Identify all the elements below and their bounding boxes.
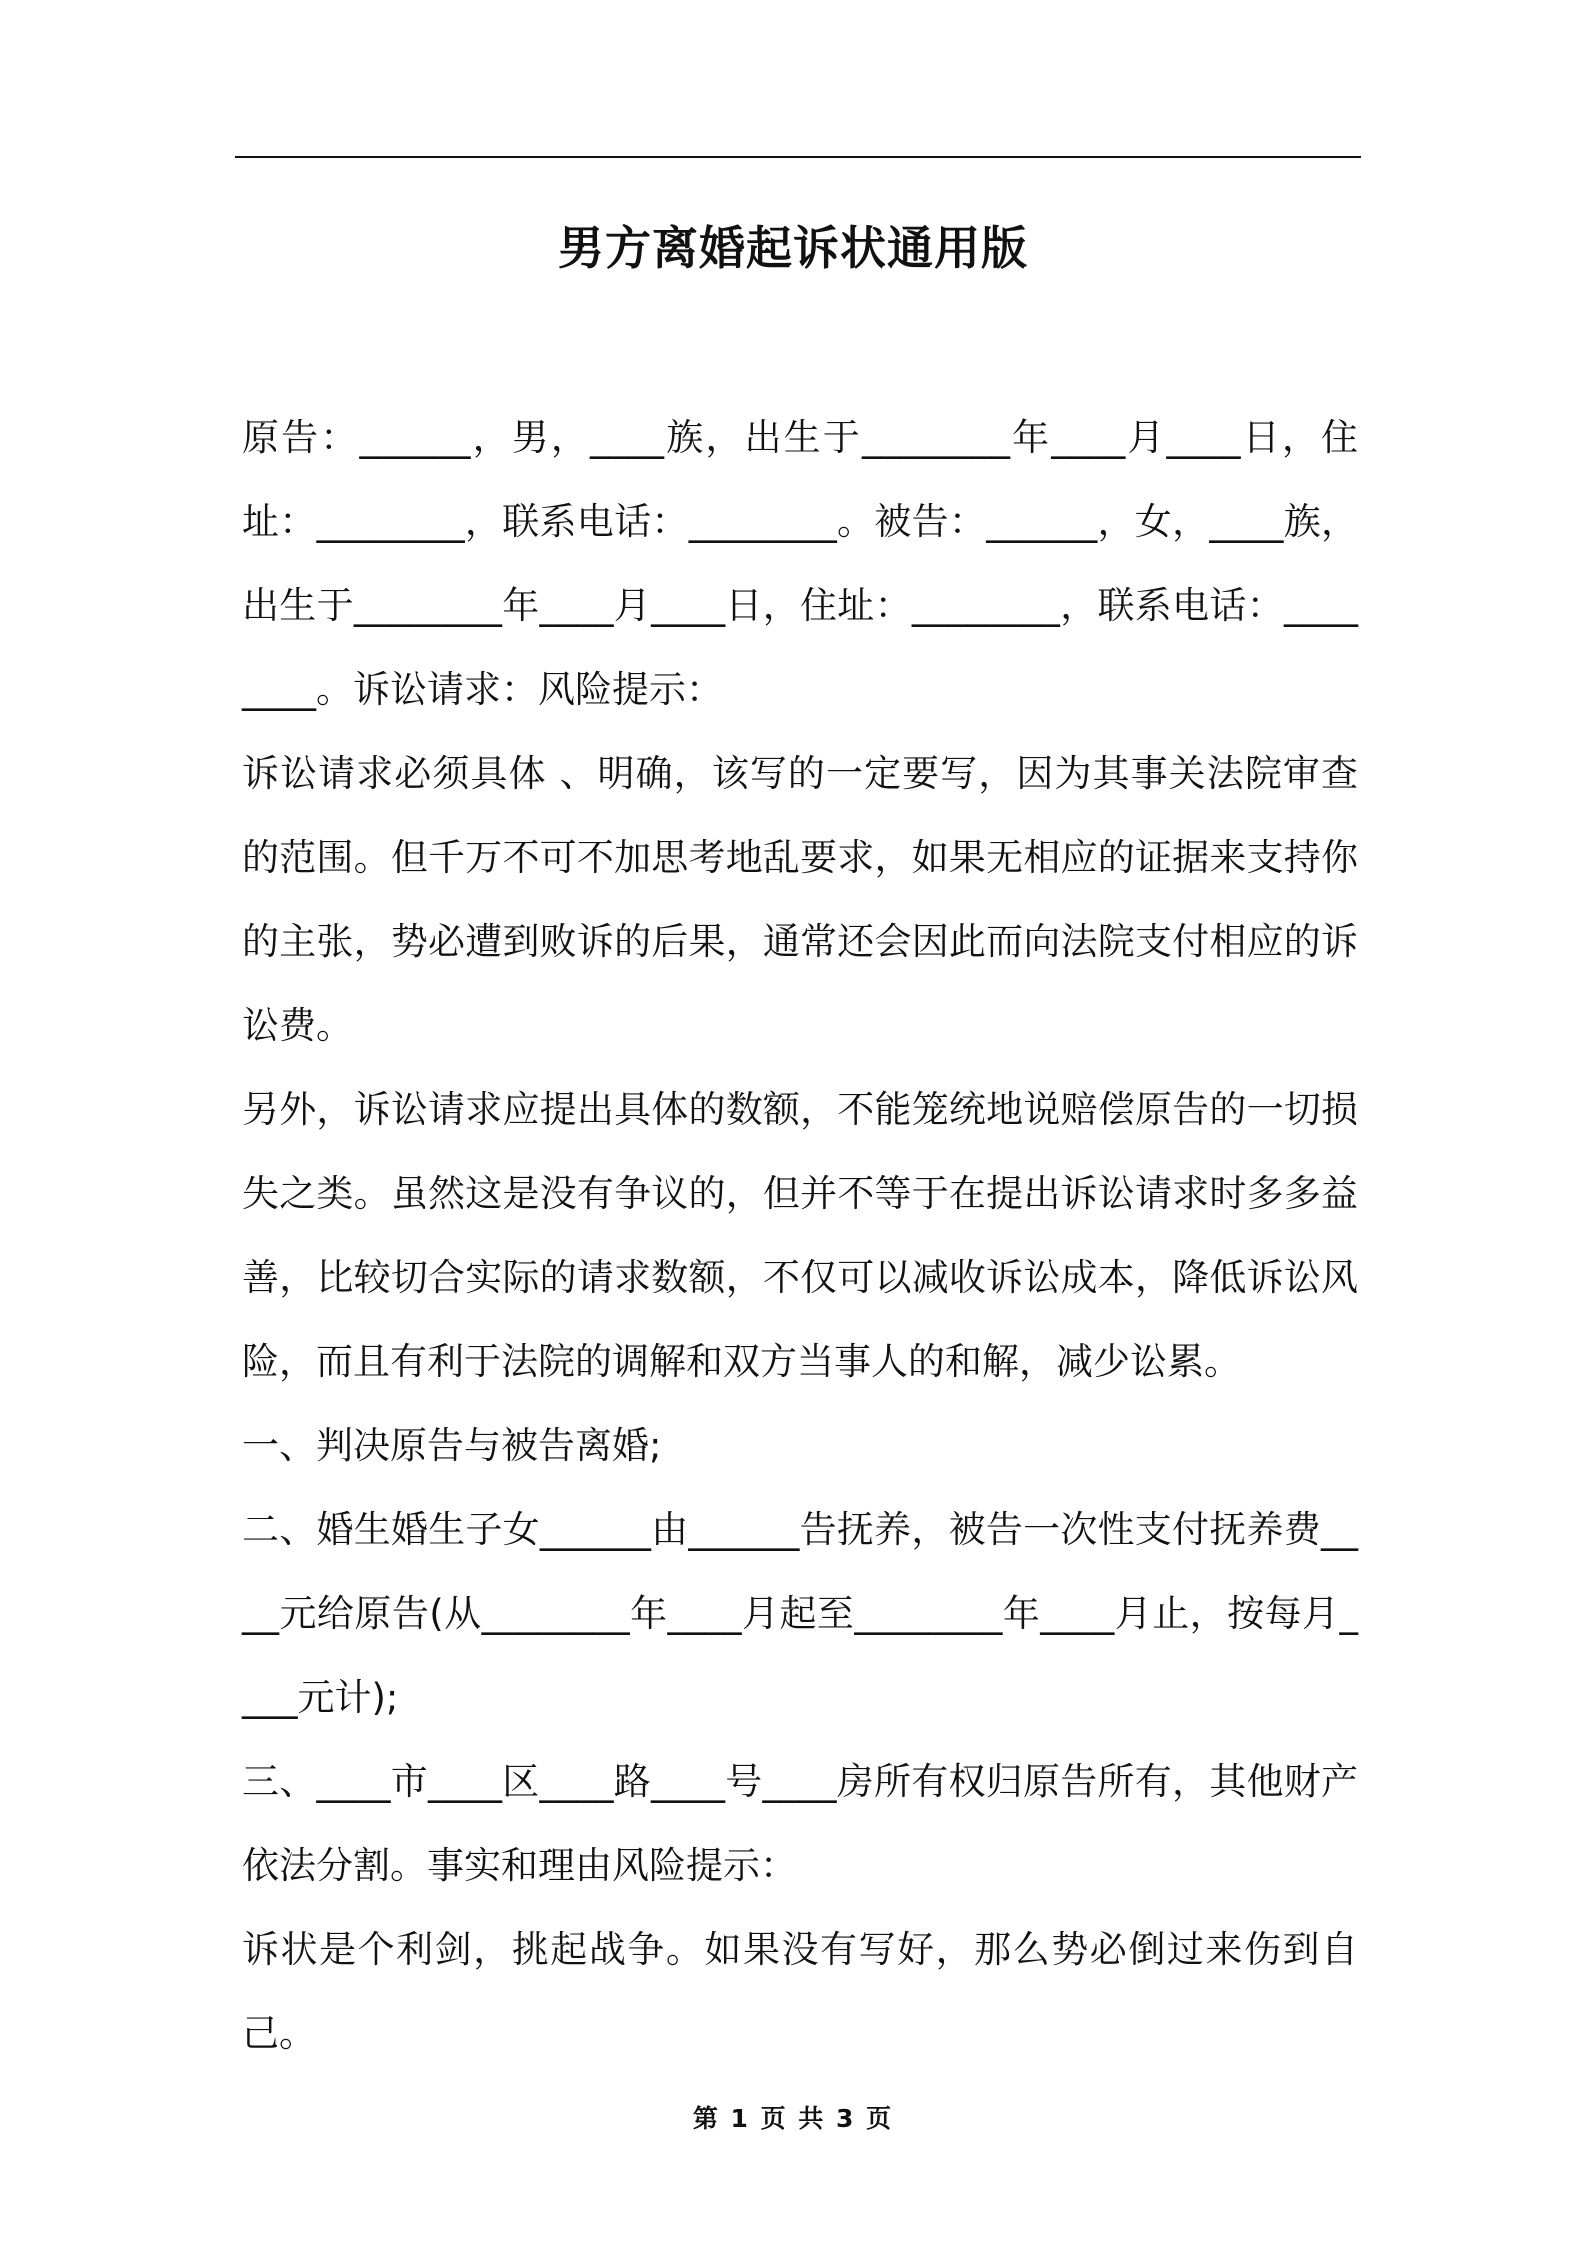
claim-item-1: 一、判决原告与被告离婚;: [242, 1424, 662, 1467]
paragraph-risk-note-amounts: 另外，诉讼请求应提出具体的数额，不能笼统地说赔偿原告的一切损失之类。虽然这是没有争议的，但并不等于在提出诉讼请求时多多益善，比较切合实际的请求数额，不仅可以减收诉讼成本，降低诉讼风险，而且有利于法院的调解和双方当事人的和解，减少讼累。: [242, 1088, 1358, 1383]
claim-item-3: 三、____市____区____路____号____房所有权归原告所有，其他财产依法分割。事实和理由风险提示：: [242, 1760, 1358, 1887]
page-indicator: 第 1 页 共 3 页: [692, 2104, 894, 2133]
document-body: [242, 396, 1358, 2076]
paragraph-risk-note-claims: 诉讼请求必须具体 、明确，该写的一定要写，因为其事关法院审查的范围。但千万不可不加思考地乱要求，如果无相应的证据来支持你的主张，势必遭到败诉的后果，通常还会因此而向法院支付相应的诉讼费。: [242, 752, 1358, 1047]
claim-item-2: 二、婚生婚生子女______由______告抚养，被告一次性支付抚养费____元给原告(从________年____月起至________年____月止，按每月____元计);: [242, 1508, 1358, 1719]
paragraph-parties: 原告：______，男，____族，出生于________年____月____日，住址：________，联系电话：________。被告：______，女，____族，出生于________年____月____日，住址：________，联系电话：________。诉讼请求：风险提示：: [242, 416, 1358, 711]
header-rule: [235, 156, 1361, 158]
document-title: 男方离婚起诉状通用版: [558, 221, 1028, 275]
paragraph-risk-note-facts: 诉状是个利剑，挑起战争。如果没有写好，那么势必倒过来伤到自己。: [242, 1928, 1358, 2055]
